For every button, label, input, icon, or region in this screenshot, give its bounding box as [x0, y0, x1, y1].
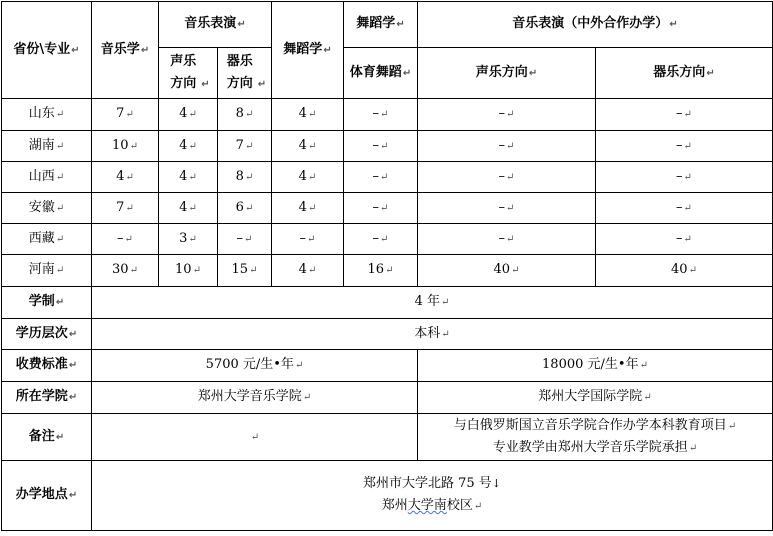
instrument-cell: 8↵: [218, 99, 272, 131]
table-row: [2, 255, 773, 287]
vocal-cell: 4↵: [159, 193, 218, 224]
coop-vocal-cell: –↵: [418, 224, 596, 255]
dance-cell: –↵: [272, 224, 344, 255]
fee-domestic: 5700 元/生•年↵: [92, 350, 418, 382]
coop-instrument-cell: –↵: [596, 193, 773, 224]
instrument-cell: 6↵: [218, 193, 272, 224]
coop-instrument-cell: –↵: [596, 224, 773, 255]
vocal-cell: 10↵: [159, 255, 218, 287]
instrument-cell: –↵: [218, 224, 272, 255]
location-label: 办学地点↵: [2, 461, 92, 531]
coop-instrument-cell: –↵: [596, 131, 773, 162]
header-dance: 舞蹈学↵: [272, 2, 344, 99]
dance-cell: 4↵: [272, 99, 344, 131]
table-row: [2, 162, 773, 193]
music-cell: 30↵: [92, 255, 159, 287]
fee-coop: 18000 元/生•年↵: [418, 350, 773, 382]
coop-instrument-cell: –↵: [596, 99, 773, 131]
dance-cell: 4↵: [272, 255, 344, 287]
vocal-cell: 4↵: [159, 99, 218, 131]
sport-dance-cell: –↵: [344, 131, 418, 162]
dance-cell: 4↵: [272, 162, 344, 193]
province-cell: 河南↵: [2, 255, 92, 287]
dance-cell: 4↵: [272, 193, 344, 224]
education-level-value: 本科↵: [92, 319, 773, 350]
header-province-major: 省份\专业↵: [2, 2, 92, 99]
enrollment-table: [1, 1, 773, 531]
fee-label: 收费标准↵: [2, 350, 92, 382]
header-music-performance-coop: 音乐表演（中外合作办学）↵: [418, 2, 773, 48]
remark-label: 备注↵: [2, 414, 92, 461]
duration-value: 4 年↵: [92, 287, 773, 319]
instrument-cell: 8↵: [218, 162, 272, 193]
music-cell: 10↵: [92, 131, 159, 162]
header-music-performance: 音乐表演↵: [159, 2, 272, 48]
sport-dance-cell: 16↵: [344, 255, 418, 287]
sport-dance-cell: –↵: [344, 99, 418, 131]
coop-vocal-cell: –↵: [418, 193, 596, 224]
header-dance-group: 舞蹈学↵: [344, 2, 418, 48]
header-music: 音乐学↵: [92, 2, 159, 99]
music-cell: 7↵: [92, 193, 159, 224]
remark-coop: 与白俄罗斯国立音乐学院合作办学本科教育项目↵ 专业教学由郑州大学音乐学院承担↵: [418, 414, 773, 461]
table-row: [2, 99, 773, 131]
table-row: [2, 224, 773, 255]
header-instrument-direction: 器乐方向 ↵: [218, 48, 272, 99]
coop-vocal-cell: 40↵: [418, 255, 596, 287]
location-value: 郑州市大学北路 75 号↓ 郑州大学南校区↵: [92, 461, 773, 531]
music-cell: 4↵: [92, 162, 159, 193]
header-vocal-direction: 声乐方向 ↵: [159, 48, 218, 99]
remark-domestic: ↵: [92, 414, 418, 461]
music-cell: –↵: [92, 224, 159, 255]
coop-vocal-cell: –↵: [418, 99, 596, 131]
vocal-cell: 3↵: [159, 224, 218, 255]
table-row: [2, 193, 773, 224]
table-row: [2, 131, 773, 162]
header-coop-instrument: 器乐方向↵: [596, 48, 773, 99]
college-label: 所在学院↵: [2, 382, 92, 414]
province-cell: 西藏↵: [2, 224, 92, 255]
music-cell: 7↵: [92, 99, 159, 131]
instrument-cell: 15↵: [218, 255, 272, 287]
vocal-cell: 4↵: [159, 131, 218, 162]
sport-dance-cell: –↵: [344, 224, 418, 255]
instrument-cell: 7↵: [218, 131, 272, 162]
college-domestic: 郑州大学音乐学院↵: [92, 382, 418, 414]
vocal-cell: 4↵: [159, 162, 218, 193]
college-coop: 郑州大学国际学院↵: [418, 382, 773, 414]
header-coop-vocal: 声乐方向↵: [418, 48, 596, 99]
province-cell: 安徽↵: [2, 193, 92, 224]
coop-instrument-cell: 40↵: [596, 255, 773, 287]
sport-dance-cell: –↵: [344, 162, 418, 193]
coop-instrument-cell: –↵: [596, 162, 773, 193]
sport-dance-cell: –↵: [344, 193, 418, 224]
province-cell: 山西↵: [2, 162, 92, 193]
coop-vocal-cell: –↵: [418, 162, 596, 193]
province-cell: 山东↵: [2, 99, 92, 131]
education-level-label: 学历层次↵: [2, 319, 92, 350]
dance-cell: 4↵: [272, 131, 344, 162]
coop-vocal-cell: –↵: [418, 131, 596, 162]
duration-label: 学制↵: [2, 287, 92, 319]
header-sport-dance: 体育舞蹈↵: [344, 48, 418, 99]
province-cell: 湖南↵: [2, 131, 92, 162]
